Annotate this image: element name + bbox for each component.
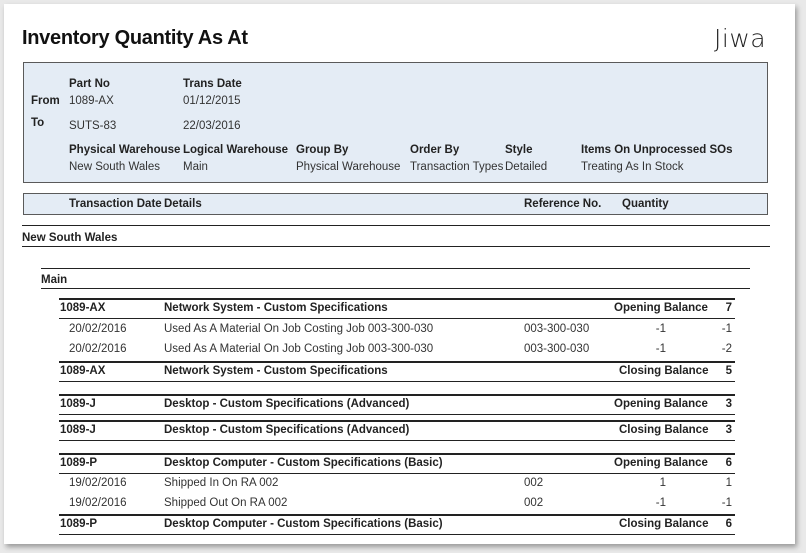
from-part: 1089-AX [69, 95, 114, 107]
item-divider [59, 298, 735, 300]
txn-running-balance: -1 [721, 323, 732, 335]
item-divider [59, 394, 735, 396]
txn-details: Shipped Out On RA 002 [164, 497, 288, 509]
opening-balance-value: 6 [725, 457, 732, 469]
item-divider [59, 473, 735, 474]
txn-date: 19/02/2016 [69, 477, 127, 489]
to-label: To [31, 117, 45, 129]
txn-date: 20/02/2016 [69, 323, 127, 335]
logical-warehouse-label: Logical Warehouse [183, 144, 289, 156]
logical-divider-bottom [41, 288, 750, 289]
item-divider [59, 420, 735, 422]
txn-date: 19/02/2016 [69, 497, 127, 509]
order-by-label: Order By [410, 144, 460, 156]
to-part: SUTS-83 [69, 120, 117, 132]
item-divider [59, 318, 735, 319]
item-description: Desktop Computer - Custom Specifications (Basic) [164, 457, 443, 469]
closing-balance-label: Closing Balance [619, 424, 709, 436]
group-divider-bottom [22, 246, 770, 247]
txn-date: 20/02/2016 [69, 343, 127, 355]
item-divider [59, 534, 735, 535]
item-description: Network System - Custom Specifications [164, 302, 388, 314]
opening-balance-value: 7 [725, 302, 732, 314]
item-description: Desktop - Custom Specifications (Advanced) [164, 424, 410, 436]
trans-date-label: Trans Date [183, 78, 242, 90]
closing-balance-label: Closing Balance [619, 518, 709, 530]
item-part-no: 1089-J [60, 398, 96, 410]
jiwa-logo: Jiwa [714, 24, 767, 53]
txn-reference: 003-300-030 [524, 323, 590, 335]
style-label: Style [505, 144, 533, 156]
item-part-no: 1089-AX [60, 365, 106, 377]
opening-balance-value: 3 [725, 398, 732, 410]
item-description: Network System - Custom Specifications [164, 365, 388, 377]
item-description: Desktop - Custom Specifications (Advanced) [164, 398, 410, 410]
to-date: 22/03/2016 [183, 120, 241, 132]
group-by-value: Physical Warehouse [296, 161, 401, 173]
txn-reference: 002 [524, 477, 544, 489]
txn-reference: 002 [524, 497, 544, 509]
logical-warehouse-value: Main [183, 161, 208, 173]
logical-group-title: Main [41, 274, 68, 286]
item-part-no: 1089-AX [60, 302, 106, 314]
txn-reference: 003-300-030 [524, 343, 590, 355]
column-header [23, 193, 768, 215]
criteria-panel [23, 62, 768, 183]
item-divider [59, 453, 735, 455]
col-details: Details [164, 198, 202, 210]
txn-quantity: -1 [655, 323, 666, 335]
item-description: Desktop Computer - Custom Specifications (Basic) [164, 518, 443, 530]
item-divider [59, 361, 735, 363]
col-quantity: Quantity [622, 198, 669, 210]
txn-details: Shipped In On RA 002 [164, 477, 279, 489]
col-transaction-date: Transaction Date [69, 198, 162, 210]
physical-warehouse-label: Physical Warehouse [69, 144, 181, 156]
closing-balance-value: 6 [725, 518, 732, 530]
txn-running-balance: -1 [721, 497, 732, 509]
txn-quantity: -1 [655, 343, 666, 355]
logical-divider-top [41, 268, 750, 269]
txn-details: Used As A Material On Job Costing Job 003-300-030 [164, 343, 434, 355]
physical-group-title: New South Wales [22, 232, 118, 244]
report-page [4, 4, 795, 544]
opening-balance-label: Opening Balance [614, 457, 708, 469]
closing-balance-value: 5 [725, 365, 732, 377]
item-part-no: 1089-J [60, 424, 96, 436]
item-divider [59, 440, 735, 441]
from-date: 01/12/2015 [183, 95, 241, 107]
order-by-value: Transaction Types [410, 161, 504, 173]
items-unprocessed-label: Items On Unprocessed SOs [581, 144, 733, 156]
txn-running-balance: -2 [721, 343, 732, 355]
item-divider [59, 514, 735, 516]
items-unprocessed-value: Treating As In Stock [581, 161, 684, 173]
style-value: Detailed [505, 161, 548, 173]
item-divider [59, 414, 735, 415]
item-part-no: 1089-P [60, 457, 98, 469]
opening-balance-label: Opening Balance [614, 302, 708, 314]
txn-running-balance: 1 [725, 477, 732, 489]
txn-details: Used As A Material On Job Costing Job 003-300-030 [164, 323, 434, 335]
closing-balance-value: 3 [725, 424, 732, 436]
group-divider-top [22, 225, 770, 226]
item-part-no: 1089-P [60, 518, 98, 530]
col-reference-no: Reference No. [524, 198, 602, 210]
txn-quantity: -1 [655, 497, 666, 509]
item-divider [59, 381, 735, 382]
txn-quantity: 1 [659, 477, 666, 489]
part-no-label: Part No [69, 78, 110, 90]
from-label: From [31, 95, 60, 107]
report-title: Inventory Quantity As At [22, 27, 248, 49]
closing-balance-label: Closing Balance [619, 365, 709, 377]
physical-warehouse-value: New South Wales [69, 161, 160, 173]
group-by-label: Group By [296, 144, 349, 156]
opening-balance-label: Opening Balance [614, 398, 708, 410]
